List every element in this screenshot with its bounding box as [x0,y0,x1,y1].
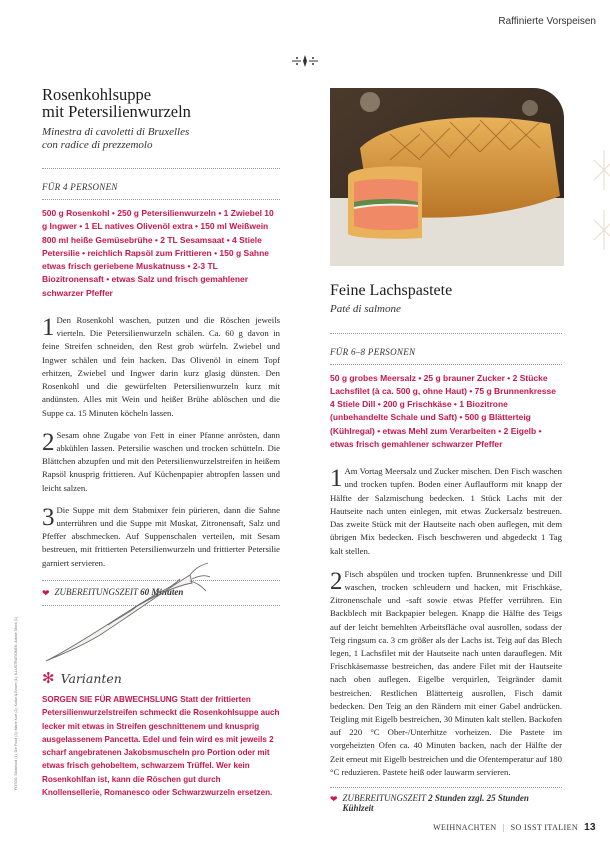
step-number: 1 [42,314,55,342]
divider [330,333,562,334]
soup-step-1: 1 Den Rosenkohl waschen, putzen und die Röschen jeweils vierteln. Die Petersilienwurzeln schälen. Ca. 60 g davon in feine Streifen schneiden, den Rest grob würfeln. Zwiebel und Ingwer schälen und fein hacken. Das Olivenöl in einem Topf erhitzen, Zwiebel und Ingwer darin kurz glasig dünsten. Den Rosenkohl und die gewürfelten Petersilienwurzeln kurz mit andünsten. Alles mit Wein und heißer Brühe ablöschen und die Suppe ca. 15 Minuten köcheln lassen. [42,314,280,418]
salmon-servings: FÜR 6–8 PERSONEN [330,346,416,357]
soup-title: Rosenkohlsuppe mit Petersilienwurzeln [42,85,191,121]
salmon-pastry-photo [330,88,564,266]
step-number: 3 [42,503,55,531]
section-label: Raffinierte Vorspeisen [498,16,596,27]
parsnip-illustration [40,557,210,667]
step-number: 2 [42,428,55,456]
snowflake-decoration-icon [586,140,610,260]
step-number: 2 [330,567,343,595]
ornament-icon [290,54,320,68]
salmon-prep-time: ❤ ZUBEREITUNGSZEIT 2 Stunden zzgl. 25 Stunden Kühlzeit [330,792,529,813]
heart-icon: ❤ [330,793,338,804]
salmon-ingredients: 50 g grobes Meersalz • 25 g brauner Zucker • 2 Stücke Lachsfilet (à ca. 500 g, ohne Haut) • 75 g Brunnenkresse 4 Stiele Dill • 200 g Frischkäse • 1 Biozitrone (unbehandelte Schale und Saft) • 500 g Blätterteig (Kühlregal) • etwas Mehl zum Verarbeiten • 2 Eigelb • etwas frisch gemahlener schwarzer Pfeffer [330,372,556,449]
step-number: 1 [330,465,343,493]
variants-text: SORGEN SIE FÜR ABWECHSLUNG Statt der frittierten Petersilienwurzelstreifen schmeckt die Rosenkohlsuppe auch lecker mit etwas in Streifen geschnittenem und knusprig ausgelassenem Pancetta. Edel und fein wird es mit jeweils 2 scharf angebratenen Jakobsmuscheln pro Portion oder mit etwas frisch gehobeltem, schwarzem Trüffel. Wer kein Rosenkohlfan ist, kann die Röschen gut durch Knollensellerie, Romanesco oder Schwarzwurzeln ersetzen. [42,695,280,798]
page-number: 13 [584,822,596,833]
divider [330,364,562,365]
soup-servings: FÜR 4 PERSONEN [42,182,118,192]
soup-step-3: 3 Die Suppe mit dem Stabmixer fein pürieren, dann die Sahne unterrühren und die Suppe mit Muskat, Zitronensaft, Salz und Pfeffer abschmecken. Auf Suppenschalen verteilen, mit Sesam bestreuen, mit frittierten Petersilienwurzeln und frittierter Petersilie garniert servieren. [42,503,280,568]
magazine-name: WEIHNACHTEN [433,823,497,832]
soup-recipe [42,86,280,606]
heart-icon: ❤ [42,587,50,598]
page-footer [433,822,596,833]
salmon-recipe [330,282,562,813]
asterisk-icon: ✻ [42,669,55,687]
soup-ingredients: 500 g Rosenkohl • 250 g Petersilienwurzeln • 1 Zwiebel 10 g Ingwer • 1 EL natives Olivenöl extra • 150 ml Weißwein 800 ml heiße Gemüsebrühe • 2 TL Sesamsaat • 4 Stiele Petersilie • reichlich Rapsöl zum Frittieren • 150 g Sahne etwas frisch geriebene Muskatnuss • 2-3 TL Biozitronensaft • etwas Salz und frisch gemahlener schwarzer Pfeffer [42,208,274,298]
magazine-series: SO ISST ITALIEN [510,823,579,832]
divider [42,199,280,200]
salmon-subtitle: Paté di salmone [330,303,401,315]
soup-prep-time: ❤ ZUBEREITUNGSZEIT 60 Minuten [42,586,184,598]
variants-heading [42,671,122,686]
photo-credit: FOTOS: Stockfood (1); Die Food (3); Marie Kurt (2); Kultur & Brown (1); ILLUSTRATIONEN: Adobe Stock (1) [14,616,18,790]
divider [330,787,562,788]
salmon-step-1: 1 Am Vortag Meersalz und Zucker mischen. Den Fisch waschen und trocken tupfen. Boden einer Auflaufform mit knapp der Hälfte der Salzmischung bedecken. 1 Stück Lachs mit der Hautseite nach unten einlegen, mit etwas Zuckersalz bestreuen. Das zweite Stück mit der Hautseite nach oben auflegen, mit dem übrigen Mix bedecken. Fisch beschweren und abgedeckt 1 Tag kalt stellen. [330,465,562,556]
divider [42,168,280,169]
soup-step-2: 2 Sesam ohne Zugabe von Fett in einer Pfanne anrösten, dann abkühlen lassen. Petersilie waschen und trocken schütteln. Die Blättchen abzupfen und mit den Petersilienwurzelstreifen in heißem Rapsöl knusprig frittieren. Auf Küchenpapier abtropfen lassen und leicht salzen. [42,428,280,493]
salmon-title: Feine Lachspastete [330,282,453,299]
soup-subtitle: Minestra di cavoletti di Bruxelles con radice di prezzemolo [42,126,190,151]
variants-label: Varianten [60,671,122,686]
footer-separator: | [502,823,505,832]
salmon-step-2: 2 Fisch abspülen und trocken tupfen. Brunnenkresse und Dill waschen, trocken schleudern und hacken, mit Frischkäse, Zitronenschale und -saft sowie etwas Pfeffer verrühren. Ein Backblech mit Backpapier belegen. Knapp die Hälfte des Teigs auf der leicht bemehlten Arbeitsfläche oval ausrollen, sodass der Teig ringsum ca. 3 cm größer als der Lachs ist. Teig auf das Blech legen, 1 Lachsfilet mit der Hautseite nach unten darauflegen. Mit Frischkäsemasse bestreichen, das andere Filet mit der Hautseite nach oben auflegen. Eigelbe verquirlen, Teigränder damit bestreichen. Restlichen Blätterteig ausrollen, Fisch damit bedecken. Den Teig an den Rändern mit einer Gabel andrücken. Teigling mit Eigelb bestreichen, 30 Minuten kalt stellen. Backofen auf 220 °C Ober-/Unterhitze vorheizen. Die Pastete im vorgeheizten Ofen ca. 40 Minuten backen, nach der Hälfte der Zeit erneut mit Eigelb bestreichen und die Ofentemperatur auf 180 °C reduzieren. Pastete heiß oder lauwarm servieren. [330,567,562,777]
